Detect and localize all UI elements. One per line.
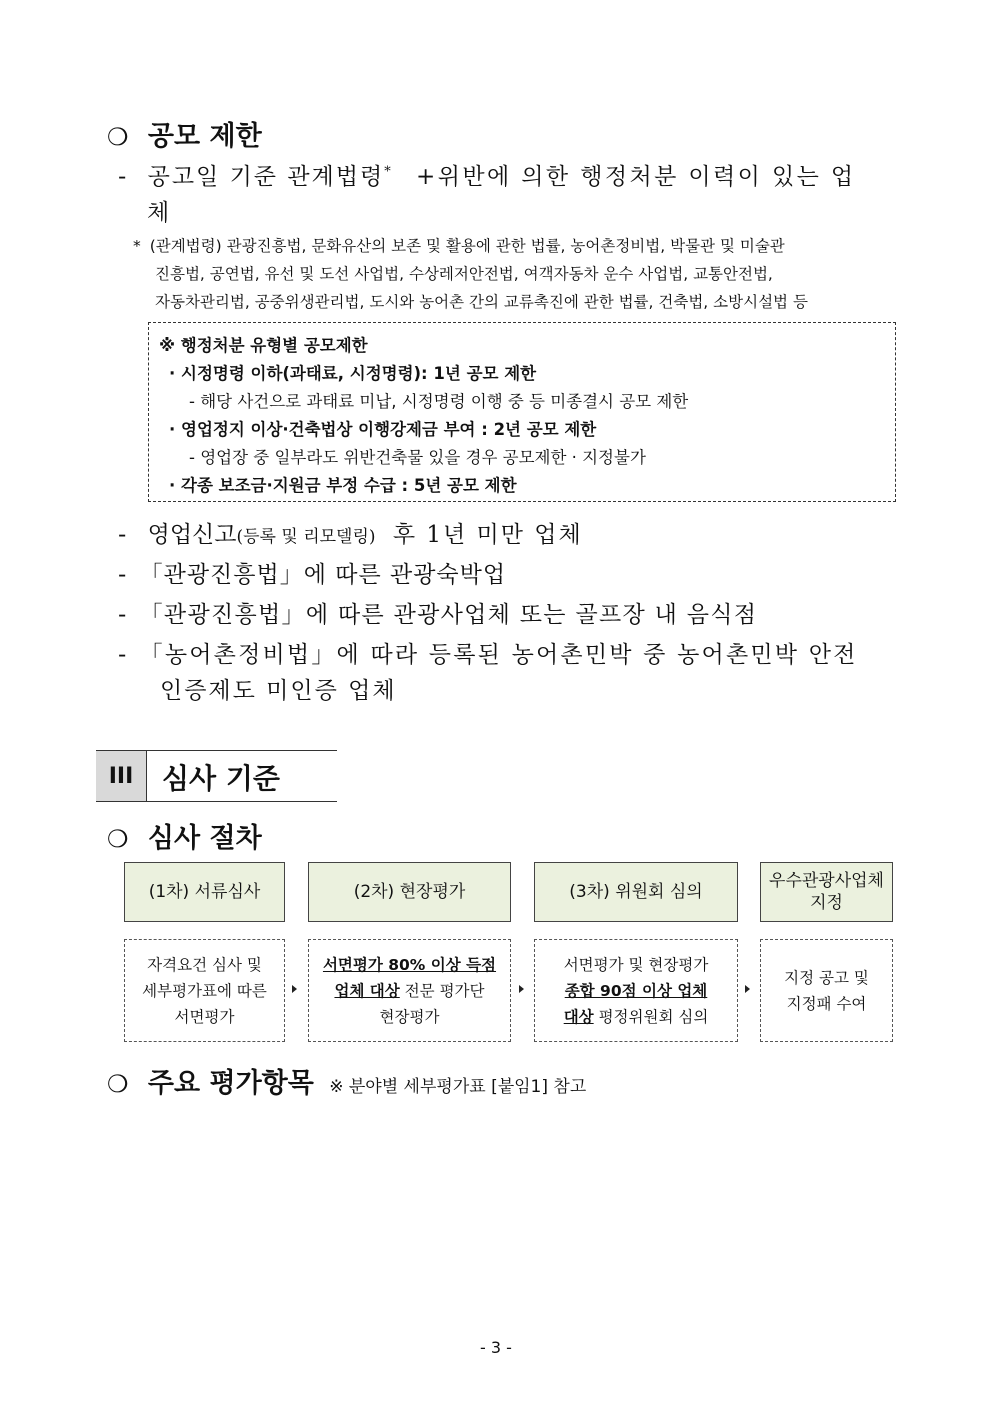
desc-emphasis: 대상 — [563, 1007, 594, 1026]
arrow-right-icon — [292, 985, 297, 993]
desc-line: 평정위원회 심의 — [593, 1007, 709, 1026]
desc-emphasis: 종합 90점 이상 업체 — [564, 981, 708, 1000]
list-item — [118, 158, 856, 191]
heading-text: 주요 평가항목 — [147, 1068, 314, 1099]
item-text: 공고일 기준 관계법령 — [147, 164, 385, 190]
section-heading-review-procedure — [107, 816, 262, 855]
step-desc-1 — [124, 939, 285, 1042]
dash-marker: - — [118, 642, 127, 668]
dash-marker: - — [118, 164, 127, 190]
item-text: 「농어촌정비법」에 따라 등록된 농어촌민박 중 농어촌민박 안전 — [139, 642, 858, 668]
item-text: 영업신고 — [147, 522, 237, 548]
section-header — [96, 750, 337, 802]
item-text: 「관광진흥법」에 따른 관광사업체 또는 골프장 내 음식점 — [139, 602, 758, 628]
heading-text: 심사 절차 — [147, 823, 262, 854]
step-label: (3차) 위원회 심의 — [569, 882, 703, 902]
box-row: - 해당 사건으로 과태료 미납, 시정명령 이행 중 등 미종결시 공모 제한 — [189, 392, 689, 411]
list-item — [118, 636, 858, 669]
desc-emphasis: 서면평가 80% 이상 득점 — [322, 955, 497, 974]
step-desc-3 — [534, 939, 738, 1042]
step-label: (1차) 서류심사 — [148, 882, 261, 902]
item-text-continuation: 체 — [147, 200, 170, 226]
section-number: III — [96, 751, 147, 801]
step-box-2 — [308, 862, 511, 922]
item-text: 「관광진흥법」에 따른 관광숙박업 — [139, 562, 507, 588]
footnote-mark: * — [133, 237, 141, 255]
step-label: 우수관광사업체 — [769, 871, 884, 891]
step-label: (2차) 현장평가 — [353, 882, 466, 902]
footnote — [133, 232, 785, 260]
desc-line: 세부평가표에 따른 — [142, 981, 267, 1000]
desc-line: 현장평가 — [379, 1007, 440, 1026]
dash-marker: - — [118, 602, 127, 628]
box-title: ※ 행정처분 유형별 공모제한 — [159, 336, 368, 355]
desc-emphasis: 업체 대상 — [334, 981, 400, 1000]
dash-marker: - — [118, 562, 127, 588]
footnote-line: (관계법령) 관광진흥법, 문화유산의 보존 및 활용에 관한 법률, 농어촌정비법, 박물관 및 미술관 — [149, 237, 785, 255]
item-text: 후 1년 미만 업체 — [392, 522, 583, 548]
arrow-right-icon — [519, 985, 524, 993]
box-row: - 영업장 중 일부라도 위반건축물 있을 경우 공모제한 · 지정불가 — [189, 448, 646, 467]
section-heading-evaluation-items — [107, 1061, 586, 1100]
page-number: - 3 - — [480, 1338, 512, 1357]
step-label: 지정 — [810, 893, 843, 913]
item-text-small: (등록 및 리모델링) — [236, 527, 376, 547]
arrow-right-icon — [745, 985, 750, 993]
box-row: · 시정명령 이하(과태료, 시정명령): 1년 공모 제한 — [169, 364, 537, 383]
step-desc-4 — [760, 939, 893, 1042]
section-title: 심사 기준 — [162, 762, 280, 795]
list-item — [118, 596, 757, 629]
section-heading-recruit-limit — [107, 114, 262, 153]
item-text: +위반에 의한 행정처분 이력이 있는 업 — [416, 164, 856, 190]
heading-note: ※ 분야별 세부평가표 [붙임1] 참고 — [329, 1077, 587, 1097]
step-box-4 — [760, 862, 893, 922]
dash-marker: - — [118, 522, 127, 548]
desc-line: 서면평가 및 현장평가 — [563, 955, 709, 974]
footnote-marker: * — [384, 164, 391, 180]
desc-line: 지정 공고 및 — [784, 968, 869, 987]
desc-line: 자격요건 심사 및 — [147, 955, 262, 974]
circle-bullet-icon: ❍ — [107, 1070, 129, 1098]
footnote-line: 자동차관리법, 공중위생관리법, 도시와 농어촌 간의 교류촉진에 관한 법률, 건축법, 소방시설법 등 — [155, 293, 808, 311]
step-desc-2 — [308, 939, 511, 1042]
box-row: · 각종 보조금·지원금 부정 수급 : 5년 공모 제한 — [169, 476, 517, 495]
circle-bullet-icon: ❍ — [107, 123, 129, 151]
desc-line: 전문 평가단 — [399, 981, 485, 1000]
step-box-3 — [534, 862, 738, 922]
penalty-restriction-box — [148, 322, 896, 502]
heading-text: 공모 제한 — [147, 121, 262, 152]
circle-bullet-icon: ❍ — [107, 825, 129, 853]
footnote-line: 진흥법, 공연법, 유선 및 도선 사업법, 수상레저안전법, 여객자동차 운수 사업법, 교통안전법, — [155, 265, 773, 283]
desc-line: 서면평가 — [174, 1007, 235, 1026]
step-box-1 — [124, 862, 285, 922]
list-item — [118, 556, 506, 589]
desc-line: 지정패 수여 — [786, 994, 867, 1013]
item-text-continuation: 인증제도 미인증 업체 — [160, 678, 397, 704]
list-item — [118, 516, 583, 549]
box-row: · 영업정지 이상·건축법상 이행강제금 부여 : 2년 공모 제한 — [169, 420, 597, 439]
